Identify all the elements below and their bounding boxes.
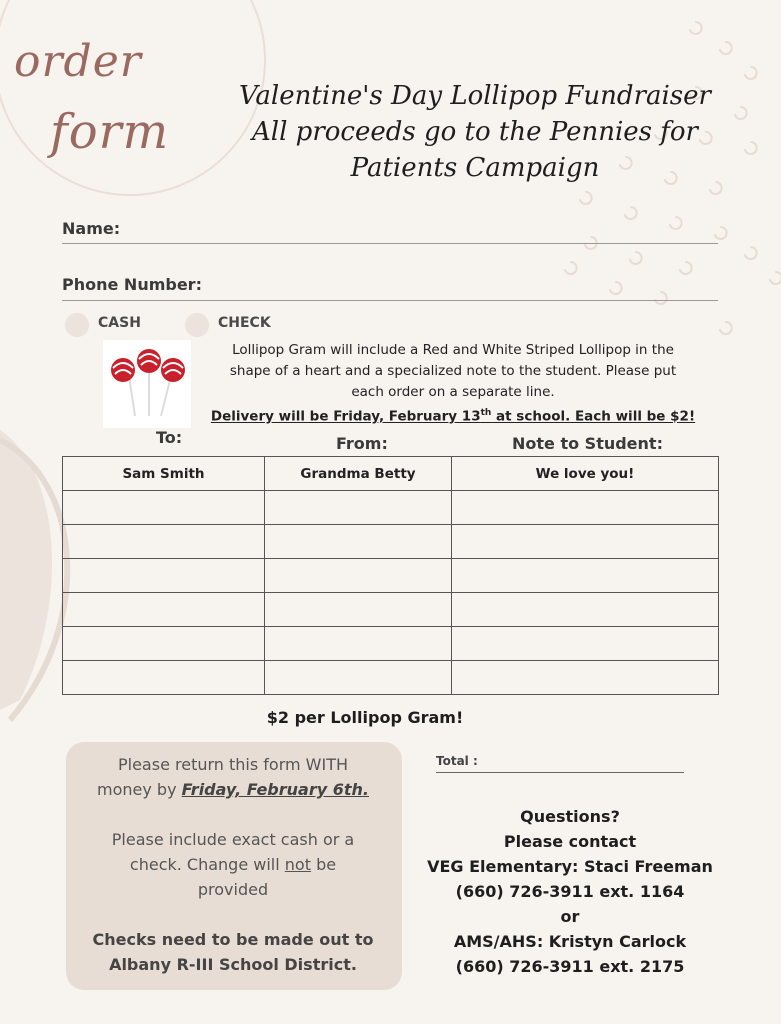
contact-line-1: Questions? [520, 807, 620, 826]
from-cell[interactable] [265, 491, 452, 525]
order-word: order [14, 36, 142, 87]
title-line-3: Patients Campaign [350, 153, 600, 183]
title-line-1: Valentine's Day Lollipop Fundraiser [239, 81, 711, 111]
note-cell[interactable] [452, 661, 719, 695]
return-line-3: Please include exact cash or a [111, 830, 355, 849]
note-header: Note to Student: [512, 434, 663, 453]
from-header: From: [336, 434, 388, 453]
table-row [63, 559, 719, 593]
return-line-6: Checks need to be made out to [92, 930, 374, 949]
note-cell[interactable] [452, 593, 719, 627]
return-line-2-prefix: money by [97, 780, 182, 799]
contact-line-5: or [560, 907, 580, 926]
info-line-2: shape of a heart and a specialized note to the student. Please put [229, 363, 677, 379]
to-cell[interactable] [63, 559, 265, 593]
note-cell[interactable]: We love you! [452, 457, 719, 491]
phone-field[interactable] [62, 300, 718, 301]
contact-line-6: AMS/AHS: Kristyn Carlock [453, 932, 687, 951]
title-line-2: All proceeds go to the Pennies for [252, 117, 698, 147]
spacer [74, 802, 392, 827]
form-word: form [50, 104, 170, 160]
lollipop-image [103, 340, 191, 428]
note-cell[interactable] [452, 491, 719, 525]
delivery-suffix: at school. Each will be $2! [491, 408, 696, 425]
table-row [63, 627, 719, 661]
note-cell[interactable] [452, 525, 719, 559]
fundraiser-title [195, 78, 755, 186]
from-cell[interactable] [265, 661, 452, 695]
cash-label: CASH [98, 315, 141, 331]
return-due-date: Friday, February 6th. [181, 780, 369, 799]
delivery-prefix: Delivery will be Friday, February 13 [210, 408, 481, 425]
return-line-4-prefix: check. Change will [129, 855, 285, 874]
to-cell[interactable] [63, 525, 265, 559]
info-line-3: each order on a separate line. [351, 384, 555, 400]
note-cell[interactable] [452, 559, 719, 593]
name-label: Name: [62, 219, 121, 238]
price-note: $2 per Lollipop Gram! [266, 708, 464, 727]
contact-line-3: VEG Elementary: Staci Freeman [427, 857, 713, 876]
orders-table [62, 456, 719, 695]
contact-line-2: Please contact [503, 832, 637, 851]
not-word: not [284, 855, 311, 874]
return-line-4 [74, 852, 392, 877]
delivery-sup: th [480, 408, 492, 418]
return-line-5: provided [197, 880, 269, 899]
check-radio[interactable] [185, 313, 209, 337]
phone-label: Phone Number: [62, 275, 202, 294]
delivery-line [200, 403, 706, 428]
to-cell[interactable] [63, 661, 265, 695]
contact-info [420, 804, 720, 979]
table-row [63, 593, 719, 627]
table-row [63, 525, 719, 559]
total-field[interactable] [436, 772, 684, 773]
lollipop-icon [103, 340, 191, 428]
lollipop-gram-info [200, 340, 706, 428]
table-row [63, 661, 719, 695]
table-row [63, 457, 719, 491]
spacer [74, 902, 392, 927]
table-row [63, 491, 719, 525]
from-cell[interactable] [265, 559, 452, 593]
from-cell[interactable] [265, 627, 452, 661]
to-header: To: [156, 428, 183, 447]
check-label: CHECK [218, 315, 271, 331]
contact-line-7: (660) 726-3911 ext. 2175 [455, 957, 685, 976]
return-line-7: Albany R-III School District. [109, 955, 357, 974]
name-field[interactable] [62, 243, 718, 244]
cash-radio[interactable] [65, 313, 89, 337]
return-line-2 [74, 777, 392, 802]
to-cell[interactable] [63, 593, 265, 627]
from-cell[interactable]: Grandma Betty [265, 457, 452, 491]
return-line-1: Please return this form WITH [117, 755, 349, 774]
return-line-4-suffix: be [310, 855, 337, 874]
to-cell[interactable] [63, 627, 265, 661]
from-cell[interactable] [265, 525, 452, 559]
total-label: Total : [436, 754, 478, 768]
to-cell[interactable] [63, 491, 265, 525]
to-cell[interactable]: Sam Smith [63, 457, 265, 491]
note-cell[interactable] [452, 627, 719, 661]
info-line-1: Lollipop Gram will include a Red and White Striped Lollipop in the [232, 342, 674, 358]
from-cell[interactable] [265, 593, 452, 627]
contact-line-4: (660) 726-3911 ext. 1164 [455, 882, 685, 901]
return-instructions-text [74, 752, 392, 977]
